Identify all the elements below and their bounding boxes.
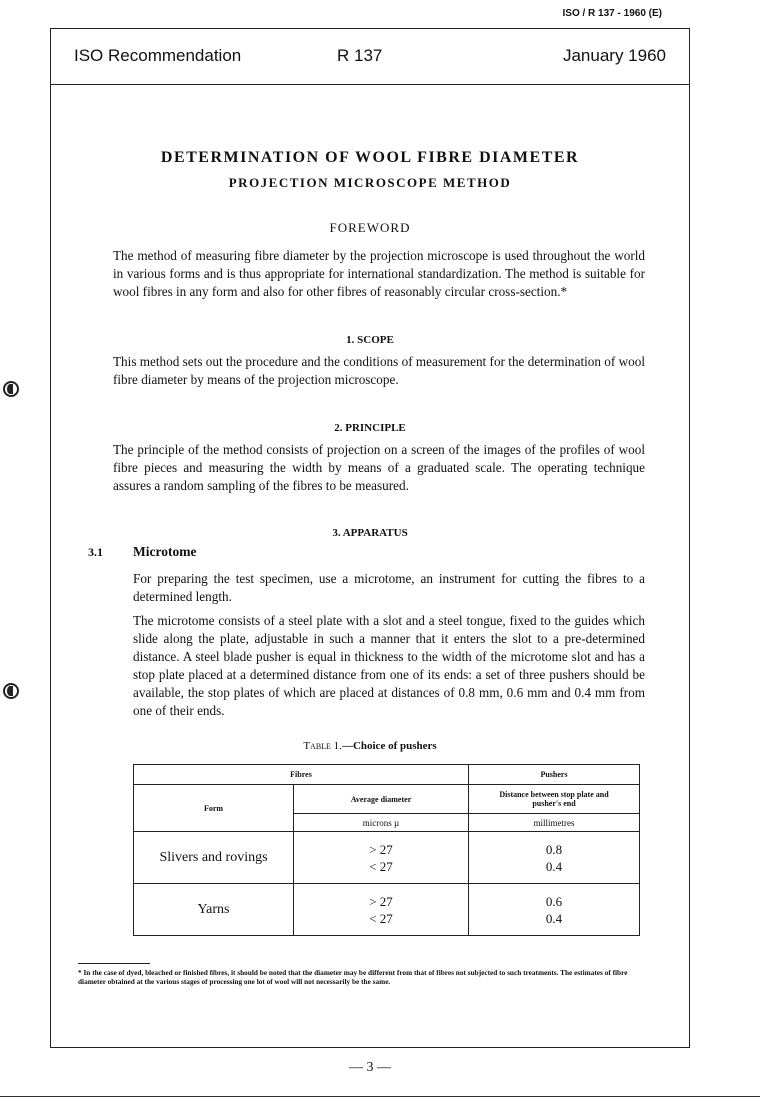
foreword-heading: FOREWORD bbox=[329, 220, 411, 235]
document-subtitle: PROJECTION MICROSCOPE METHOD bbox=[228, 175, 512, 190]
document-title: DETERMINATION OF WOOL FIBRE DIAMETER bbox=[160, 149, 580, 166]
cell-diameter: > 27 bbox=[369, 841, 393, 857]
header-distance: Distance between stop plate and pusher's end bbox=[469, 785, 640, 814]
header-center: R 137 bbox=[337, 46, 383, 65]
principle-heading: 2. PRINCIPLE bbox=[334, 422, 406, 434]
apparatus-heading: 3. APPARATUS bbox=[332, 527, 408, 539]
cell-form: Yarns bbox=[134, 884, 294, 936]
foreword-text: The method of measuring fibre diameter by the projection microscope is used throughout the world in various forms and is thus appropriate for international standardization. The method is suitable for wool fibres in any form and also for other fibres of reasonably circular cross-section.* bbox=[113, 248, 645, 299]
cell-distance: 0.4 bbox=[545, 858, 563, 874]
punch-hole-icon bbox=[3, 381, 19, 397]
table-caption bbox=[50, 740, 690, 752]
cell-form: Slivers and rovings bbox=[134, 832, 294, 884]
cell-distance: 0.8 bbox=[545, 841, 563, 857]
pushers-table bbox=[133, 764, 640, 936]
microtome-paragraph-1: For preparing the test specimen, use a microtome, an instrument for cutting the fibres to a determined length. bbox=[133, 571, 645, 604]
microtome-paragraph-2: The microtome consists of a steel plate with a slot and a steel tongue, fixed to the guides which slide along the plate, adjustable in such a manner that it enters the slot to a pre-determined distance. A steel blade pusher is equal in thickness to the width of the microtome slot and has a stop plate placed at a determined distance from one of its ends: a set of three pushers should be available, the stop plates of which are placed at distances of 0.8 mm, 0.6 mm and 0.4 mm from one of their ends. bbox=[133, 613, 645, 718]
header-average-diameter: Average diameter bbox=[294, 785, 469, 814]
cell-diameter: > 27 bbox=[369, 893, 393, 909]
scope-text: This method sets out the procedure and the conditions of measurement for the determination of wool fibre diameter by means of the projection microscope. bbox=[113, 354, 645, 387]
scan-edge-line bbox=[0, 1096, 760, 1097]
table-caption-prefix: Table 1. bbox=[303, 740, 342, 752]
cell-distance: 0.6 bbox=[545, 893, 563, 909]
header-fibres: Fibres bbox=[134, 765, 469, 785]
cell-diameter: < 27 bbox=[369, 910, 393, 926]
subsection-number: 3.1 bbox=[88, 545, 103, 559]
header-pushers: Pushers bbox=[469, 765, 640, 785]
document-reference: ISO / R 137 - 1960 (E) bbox=[562, 8, 662, 19]
punch-hole-icon bbox=[3, 683, 19, 699]
footnote: * In the case of dyed, bleached or finished fibres, it should be noted that the diameter may be different from that of fibres not subjected to such treatments. The estimates of fibre diameter obtained at the various stages of processing one lot of wool will not necessarily be the same. bbox=[78, 968, 628, 986]
table-row bbox=[134, 884, 640, 936]
cell-diameter: < 27 bbox=[369, 858, 393, 874]
table-row bbox=[134, 832, 640, 884]
unit-distance: millimetres bbox=[469, 814, 640, 832]
footnote-rule bbox=[78, 963, 150, 964]
header-left: ISO Recommendation bbox=[74, 46, 242, 65]
header-right: January 1960 bbox=[562, 46, 666, 65]
header-form: Form bbox=[134, 785, 294, 832]
document-header bbox=[50, 28, 690, 85]
subsection-title: Microtome bbox=[133, 544, 197, 559]
scope-heading: 1. SCOPE bbox=[346, 334, 394, 346]
principle-text: The principle of the method consists of projection on a screen of the images of the profiles of wool fibre pieces and measuring the width by means of a graduated scale. The operating technique assures a random sampling of the fibres to be measured. bbox=[113, 442, 645, 493]
cell-distance: 0.4 bbox=[545, 910, 563, 926]
page-number: — 3 — bbox=[349, 1060, 391, 1075]
unit-diameter: microns µ bbox=[294, 814, 469, 832]
table-caption-text: —Choice of pushers bbox=[341, 740, 437, 752]
